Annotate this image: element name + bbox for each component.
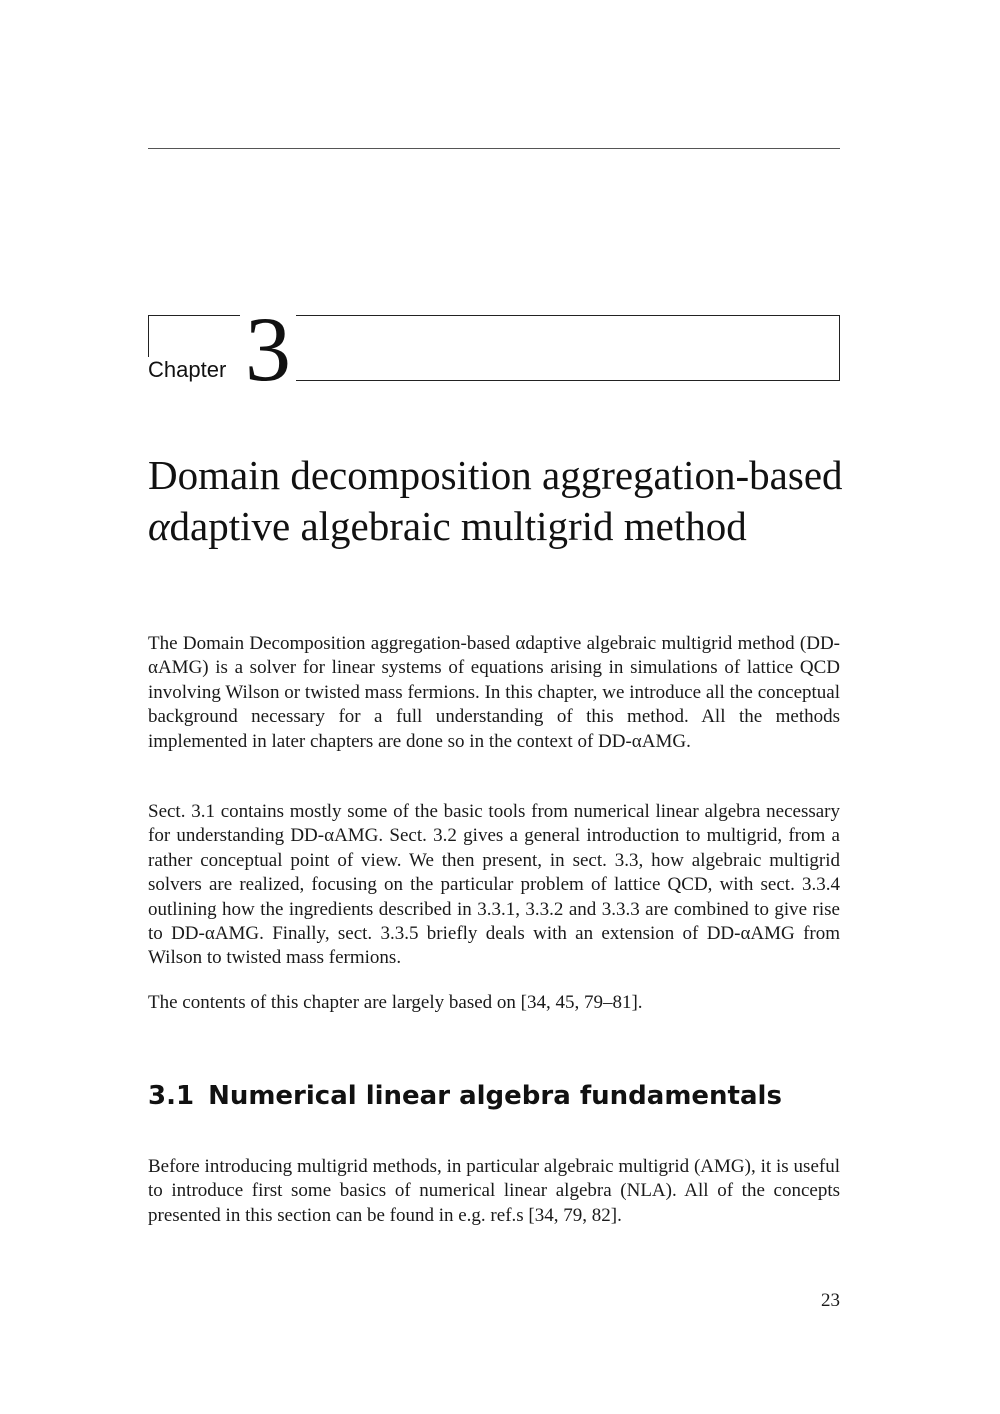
chapter-heading-box [148, 298, 840, 400]
chapter-box-line [148, 315, 240, 316]
section-title: Numerical linear algebra fundamentals [208, 1081, 782, 1111]
chapter-title-line2: daptive algebraic multigrid method [169, 503, 747, 549]
chapter-box-line [148, 315, 149, 357]
intro-paragraph-1: The Domain Decomposition aggregation-based αdaptive algebraic multigrid method (DD-αAMG) is a solver for linear systems of equations arising in simulations of lattice QCD involving Wilson or twisted mass fermions. In this chapter, we introduce all the conceptual background necessary for a full understanding of this method. All the methods implemented in later chapters are done so in the context of DD-αAMG. [148, 633, 840, 752]
chapter-title [148, 450, 848, 552]
chapter-box-line [296, 315, 840, 316]
chapter-label: Chapter [148, 357, 227, 382]
section-paragraph: Before introducing multigrid methods, in particular algebraic multigrid (AMG), it is useful to introduce first some basics of numerical linear algebra (NLA). All of the concepts presented in this section can be found in e.g. ref.s [34, 79, 82]. [148, 1156, 840, 1226]
page-number: 23 [821, 1290, 840, 1311]
header-rule [148, 148, 840, 149]
section-number: 3.1 [148, 1081, 195, 1111]
chapter-box-line [296, 380, 840, 381]
chapter-box-line [839, 315, 840, 381]
chapter-title-alpha: α [148, 503, 170, 549]
section-heading [148, 1080, 782, 1112]
chapter-number: 3 [245, 298, 291, 400]
chapter-title-line1: Domain decomposition aggregation-based [148, 452, 843, 498]
intro-paragraph-3: The contents of this chapter are largely based on [34, 45, 79–81]. [148, 992, 643, 1013]
intro-paragraph-2: Sect. 3.1 contains mostly some of the basic tools from numerical linear algebra necessary for understanding DD-αAMG. Sect. 3.2 gives a general introduction to multigrid, from a rather conceptual point of view. We then present, in sect. 3.3, how algebraic multigrid solvers are realized, focusing on the particular problem of lattice QCD, with sect. 3.3.4 outlining how the ingredients described in 3.3.1, 3.3.2 and 3.3.3 are combined to give rise to DD-αAMG. Finally, sect. 3.3.5 briefly deals with an extension of DD-αAMG from Wilson to twisted mass fermions. [148, 801, 840, 969]
